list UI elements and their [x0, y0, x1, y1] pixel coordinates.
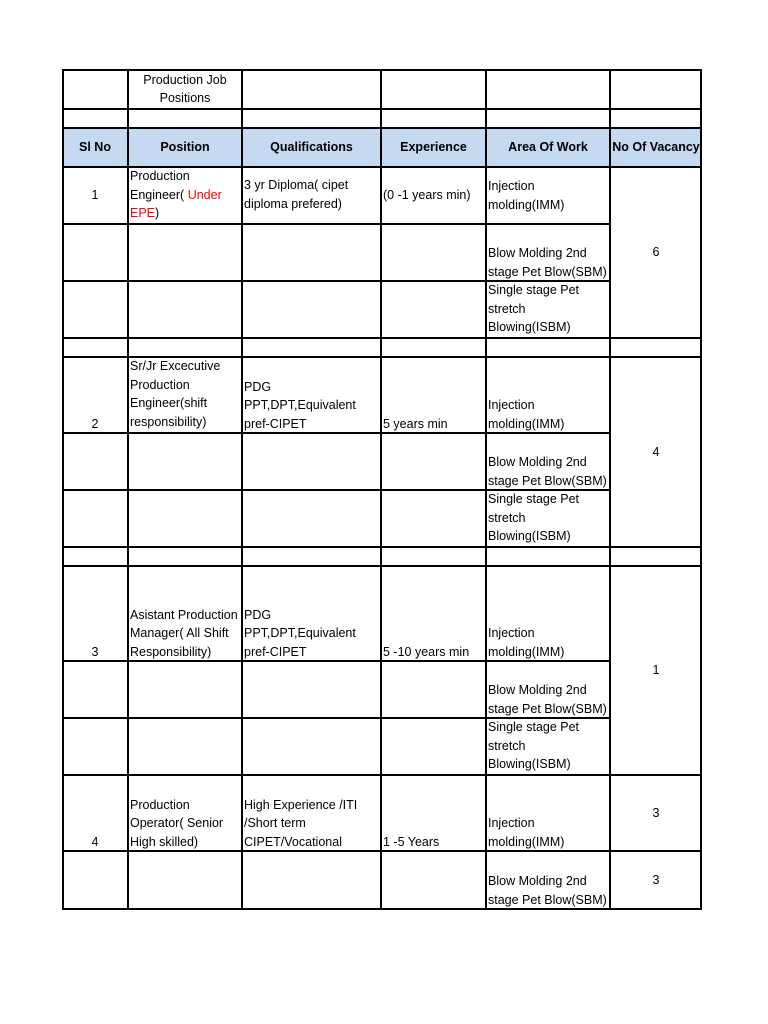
grid-line	[62, 223, 610, 225]
row-4-position: Production Operator( Senior High skilled)	[130, 797, 224, 849]
row-1-sl-no: 1	[91, 188, 99, 203]
row-3-sl-no: 3	[91, 644, 99, 659]
grid-line	[62, 108, 702, 110]
row-2-sl-no: 2	[91, 416, 99, 431]
grid-line	[62, 280, 610, 282]
header-qualifications: Qualifications	[242, 128, 381, 167]
row-3-experience: 5 -10 years min	[383, 644, 470, 659]
row-1-area-2: Blow Molding 2nd stage Pet Blow(SBM)	[488, 246, 607, 279]
row-1-position-text: Production Engineer(	[130, 169, 190, 202]
grid-line	[62, 356, 702, 358]
header-no-of-vacancy: No Of Vacancy	[610, 128, 702, 167]
sheet-title: Production Job Positions	[143, 73, 227, 105]
row-2-area-1: Injection molding(IMM)	[488, 398, 565, 431]
grid-line	[62, 166, 702, 168]
row-2-vacancy: 4	[652, 444, 660, 459]
row-3-position: Asistant Production Manager( All Shift Responsibility)	[130, 607, 238, 659]
row-1-position-suffix: )	[155, 206, 160, 220]
row-2-position: Sr/Jr Excecutive Production Engineer(shift responsibility)	[130, 359, 221, 429]
row-4-experience: 1 -5 Years	[383, 834, 440, 849]
grid-line	[62, 337, 702, 339]
job-positions-sheet	[62, 69, 702, 911]
row-4-vacancy-2: 3	[652, 872, 660, 887]
row-3-qualification: PDG PPT,DPT,Equivalent pref-CIPET	[244, 607, 356, 659]
row-1-area-3: Single stage Pet stretch Blowing(ISBM)	[488, 283, 580, 334]
grid-line	[609, 69, 611, 910]
row-2-experience: 5 years min	[383, 416, 448, 431]
header-area-of-work: Area Of Work	[486, 128, 610, 167]
grid-line	[700, 69, 702, 910]
row-2-qualification: PDG PPT,DPT,Equivalent pref-CIPET	[244, 379, 356, 431]
grid-line	[62, 565, 702, 567]
row-4-sl-no: 4	[91, 834, 99, 849]
row-1-experience: (0 -1 years min)	[383, 188, 471, 203]
row-1-vacancy: 6	[652, 245, 660, 260]
grid-line	[62, 908, 702, 910]
grid-line	[380, 69, 382, 910]
row-4-qualification: High Experience /ITI /Short term CIPET/Vocational	[244, 797, 358, 849]
grid-line	[62, 850, 702, 852]
grid-line	[62, 432, 610, 434]
row-1-area-1: Injection molding(IMM)	[488, 179, 565, 212]
grid-line	[62, 774, 702, 776]
grid-line	[241, 69, 243, 910]
row-4-area-2: Blow Molding 2nd stage Pet Blow(SBM)	[488, 874, 607, 907]
grid-line	[62, 69, 702, 71]
row-2-area-2: Blow Molding 2nd stage Pet Blow(SBM)	[488, 455, 607, 488]
grid-line	[127, 69, 129, 910]
row-3-area-2: Blow Molding 2nd stage Pet Blow(SBM)	[488, 683, 607, 716]
header-experience: Experience	[381, 128, 486, 167]
header-position: Position	[128, 128, 242, 167]
grid-line	[62, 546, 702, 548]
row-2-area-3: Single stage Pet stretch Blowing(ISBM)	[488, 492, 580, 543]
header-sl-no: Sl No	[62, 128, 128, 167]
row-4-area-1: Injection molding(IMM)	[488, 816, 565, 849]
row-1-position-highlight: Under EPE	[130, 187, 222, 220]
row-3-area-3: Single stage Pet stretch Blowing(ISBM)	[488, 720, 580, 771]
row-3-vacancy: 1	[652, 663, 660, 678]
grid-line	[62, 127, 702, 129]
row-4-vacancy-1: 3	[652, 805, 660, 820]
grid-line	[62, 69, 64, 910]
row-3-area-1: Injection molding(IMM)	[488, 626, 565, 659]
row-1-qualification: 3 yr Diploma( cipet diploma prefered)	[244, 178, 349, 211]
grid-line	[62, 717, 610, 719]
grid-line	[485, 69, 487, 910]
row-1-position	[128, 167, 242, 224]
grid-line	[62, 489, 610, 491]
grid-line	[62, 660, 610, 662]
